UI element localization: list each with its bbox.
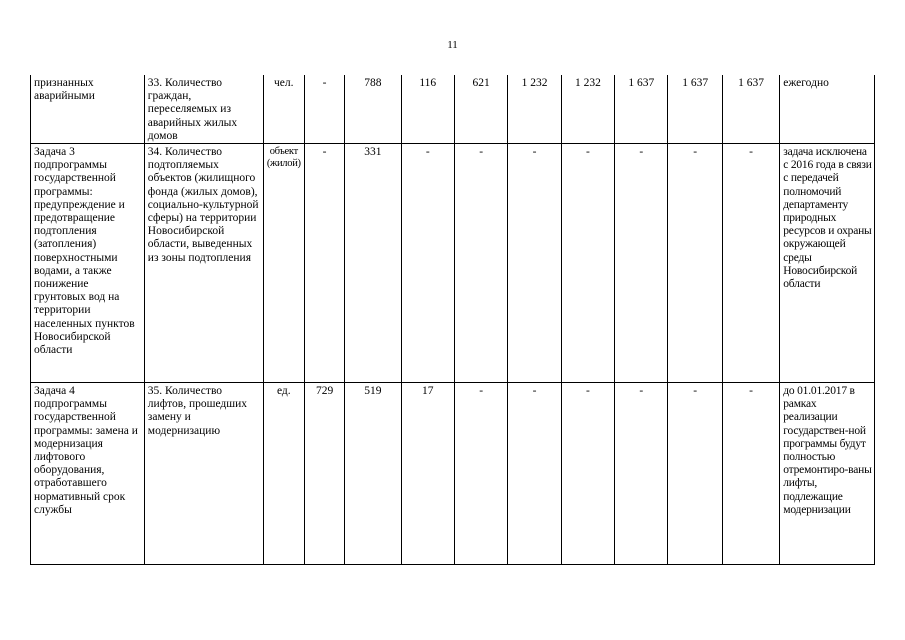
page-number: 11 <box>447 39 458 51</box>
value-cell: 116 <box>401 75 454 144</box>
value-cell: - <box>454 144 507 383</box>
table-row <box>31 75 875 144</box>
unit-cell: ед. <box>263 383 304 565</box>
unit-cell: объект (жилой) <box>263 144 304 383</box>
value-cell: 519 <box>345 383 401 565</box>
task-cell: признанных аварийными <box>31 75 145 144</box>
indicator-cell: 35. Количество лифтов, прошедших замену и модернизацию <box>144 383 263 565</box>
value-cell: - <box>668 383 722 565</box>
value-cell: 1 637 <box>615 75 668 144</box>
value-cell: 1 637 <box>722 75 779 144</box>
value-cell: 1 232 <box>508 75 561 144</box>
value-cell: - <box>304 75 344 144</box>
table-row <box>31 383 875 565</box>
task-cell: Задача 3 подпрограммы государственной программы: предупреждение и предотвращение подтопления (затопления) поверхностными водами, а также понижение грунтовых вод на территории населенных пунктов Новосибирской области <box>31 144 145 383</box>
indicators-table <box>30 75 875 565</box>
value-cell: 621 <box>454 75 507 144</box>
value-cell: - <box>508 144 561 383</box>
indicator-cell: 34. Количество подтопляемых объектов (жилищного фонда (жилых домов), социально-культурной сферы) на территории Новосибирской области, выведенных из зоны подтопления <box>144 144 263 383</box>
value-cell: - <box>561 383 614 565</box>
task-cell: Задача 4 подпрограммы государственной программы: замена и модернизация лифтового оборудования, отработавшего нормативный срок службы <box>31 383 145 565</box>
value-cell: - <box>304 144 344 383</box>
value-cell: - <box>615 144 668 383</box>
value-cell: - <box>508 383 561 565</box>
value-cell: - <box>722 144 779 383</box>
value-cell: - <box>615 383 668 565</box>
note-cell: до 01.01.2017 в рамках реализации государствен-ной программы будут полностью отремонтиро-ваны лифты, подлежащие модернизации <box>780 383 875 565</box>
indicator-cell: 33. Количество граждан, переселяемых из аварийных жилых домов <box>144 75 263 144</box>
note-cell: задача исключена с 2016 года в связи с передачей полномочий департаменту природных ресурсов и охраны окружающей среды Новосибирской области <box>780 144 875 383</box>
value-cell: 331 <box>345 144 401 383</box>
note-cell: ежегодно <box>780 75 875 144</box>
table-row <box>31 144 875 383</box>
value-cell: 17 <box>401 383 454 565</box>
value-cell: 788 <box>345 75 401 144</box>
unit-cell: чел. <box>263 75 304 144</box>
value-cell: 1 637 <box>668 75 722 144</box>
value-cell: - <box>561 144 614 383</box>
value-cell: - <box>722 383 779 565</box>
value-cell: 729 <box>304 383 344 565</box>
value-cell: - <box>454 383 507 565</box>
value-cell: 1 232 <box>561 75 614 144</box>
value-cell: - <box>668 144 722 383</box>
value-cell: - <box>401 144 454 383</box>
